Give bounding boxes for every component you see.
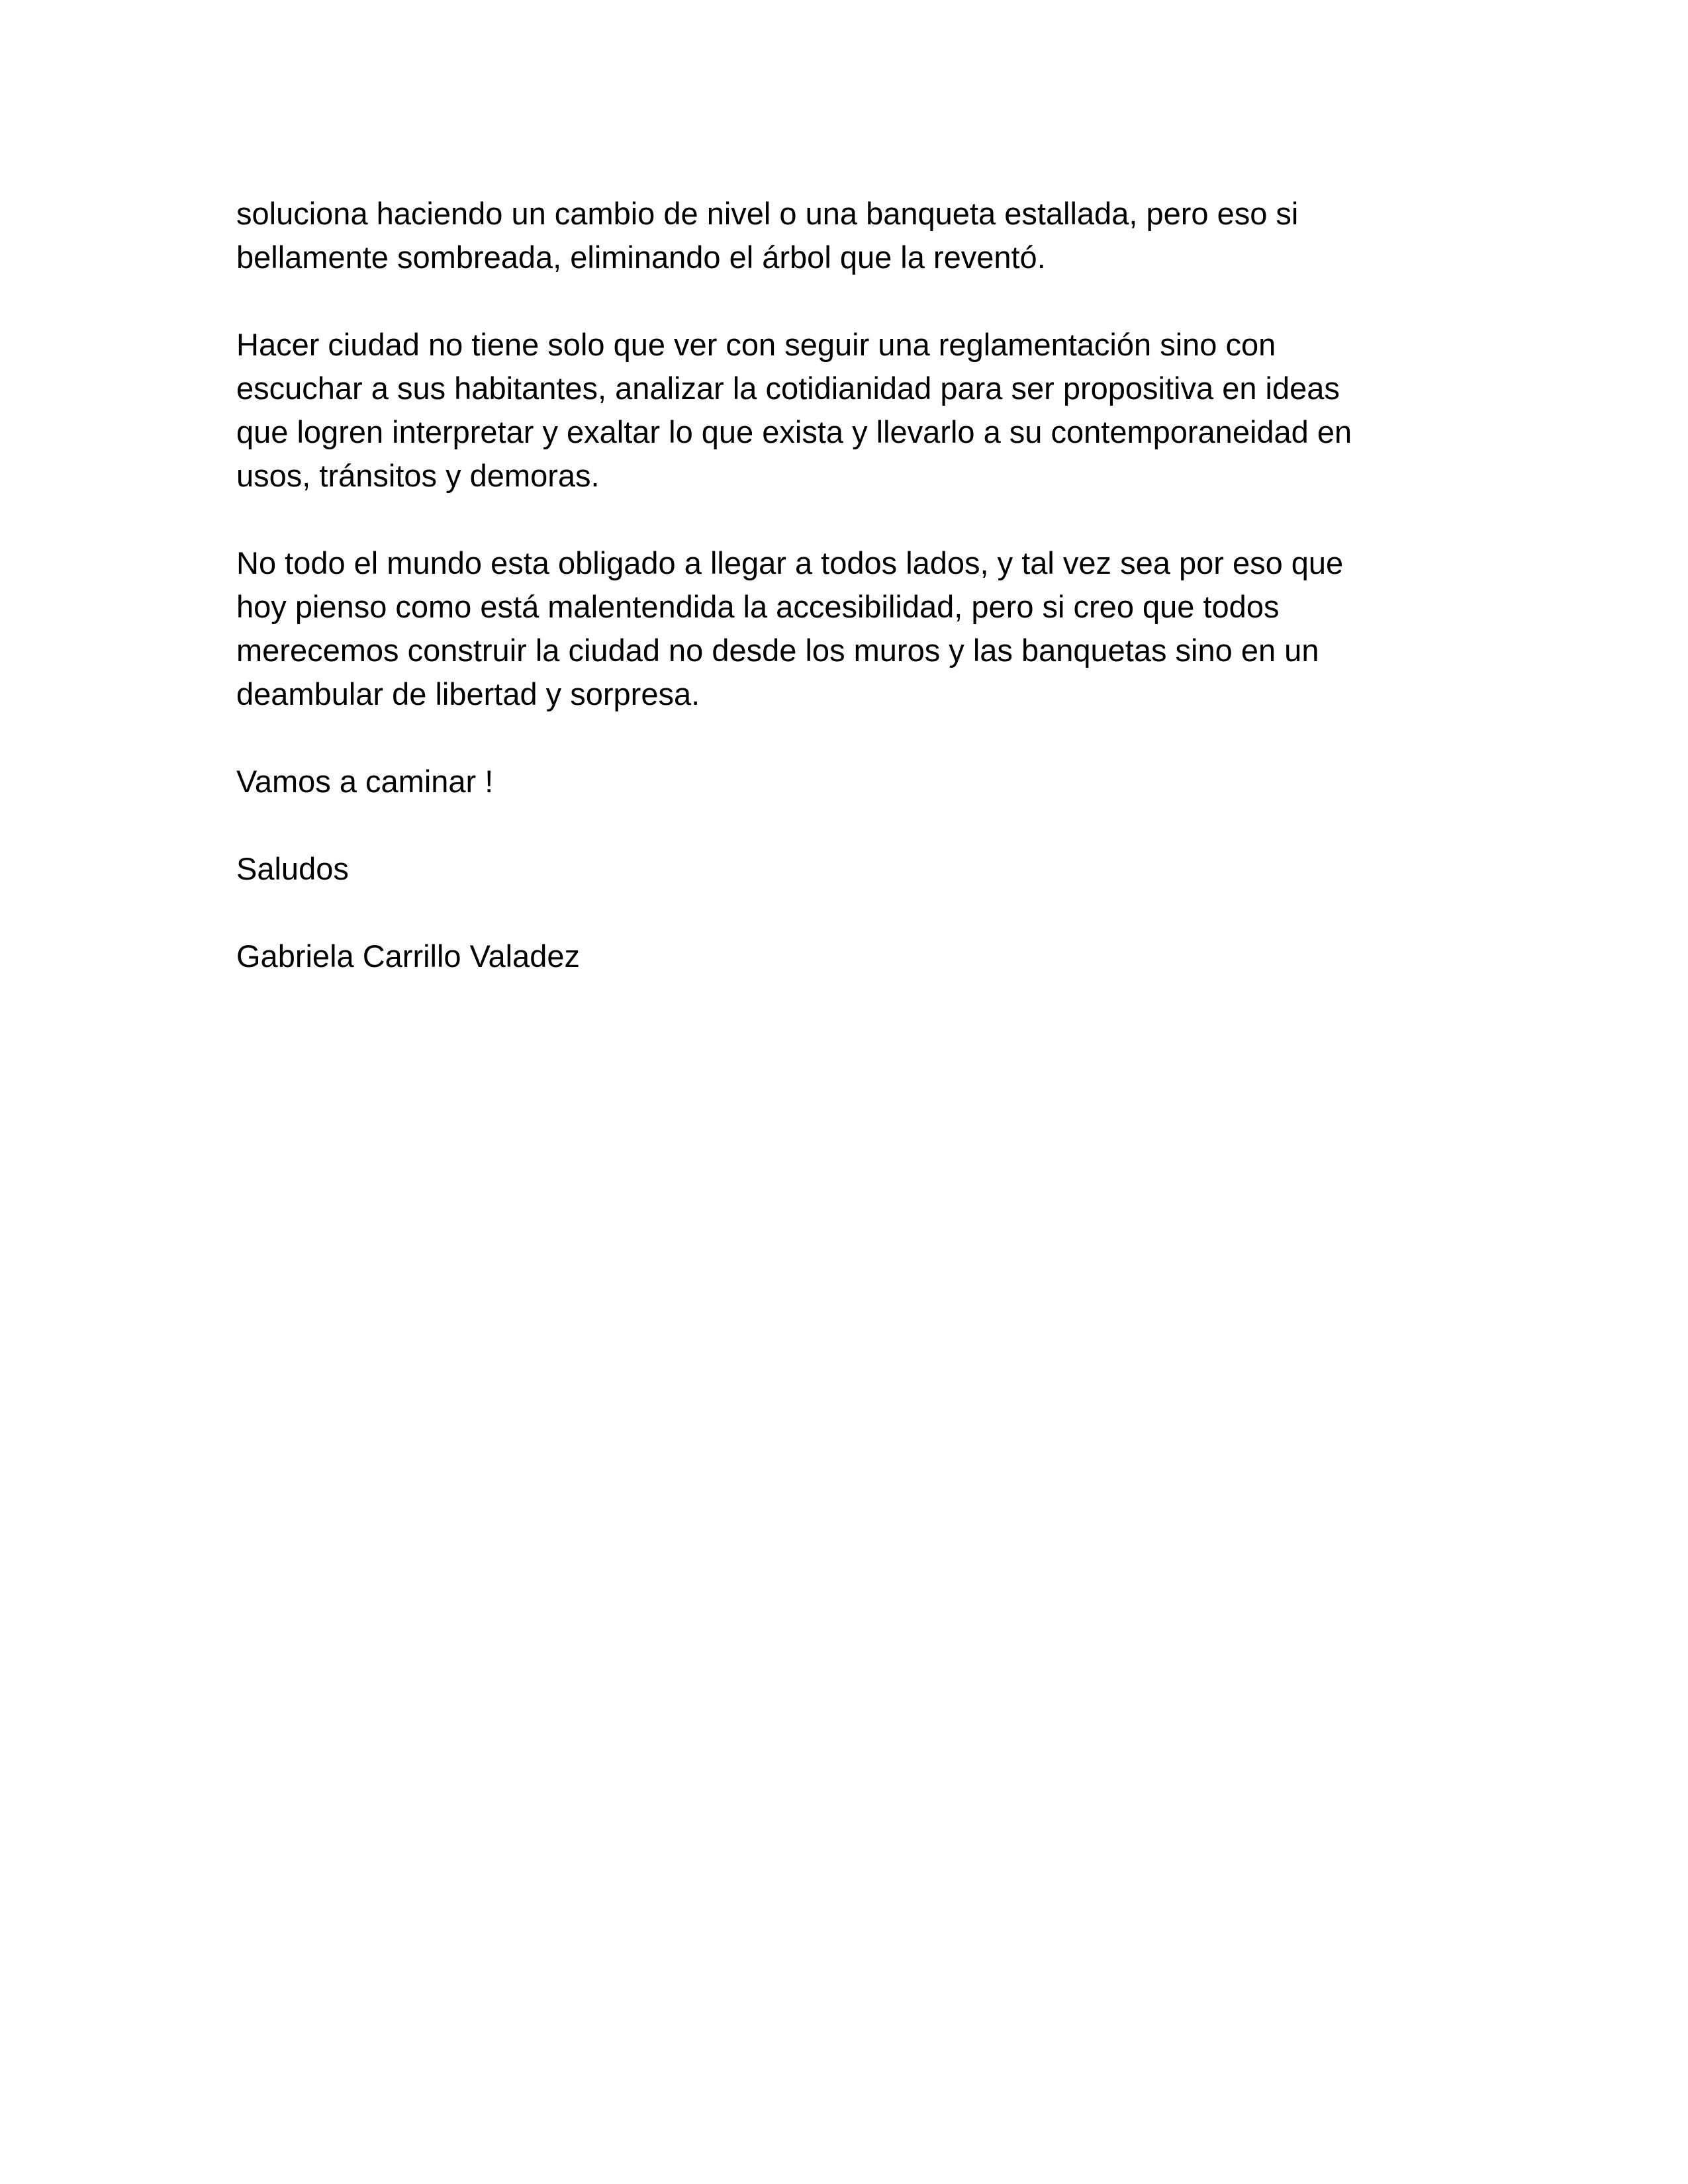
paragraph-3: No todo el mundo esta obligado a llegar a todos lados, y tal vez sea por eso que hoy pienso como está malentendida la accesibilidad, pero si creo que todos merecemos construir la ciudad no desde los muros y las banquetas sino en un deambular de libertad y sorpresa. <box>236 545 1344 711</box>
signature-name: Gabriela Carrillo Valadez <box>236 938 580 974</box>
letter-body <box>236 192 1481 1022</box>
closing-line: Vamos a caminar ! <box>236 764 494 799</box>
paragraph-2: Hacer ciudad no tiene solo que ver con seguir una reglamentación sino con escuchar a sus habitantes, analizar la cotidianidad para ser propositiva en ideas que logren interpretar y exaltar lo que exista y llevarlo a su contemporaneidad en usos, tránsitos y demoras. <box>236 327 1352 493</box>
greeting-line: Saludos <box>236 851 349 886</box>
paragraph-1: soluciona haciendo un cambio de nivel o una banqueta estallada, pero eso si bellamente sombreada, eliminando el árbol que la reventó. <box>236 196 1299 275</box>
